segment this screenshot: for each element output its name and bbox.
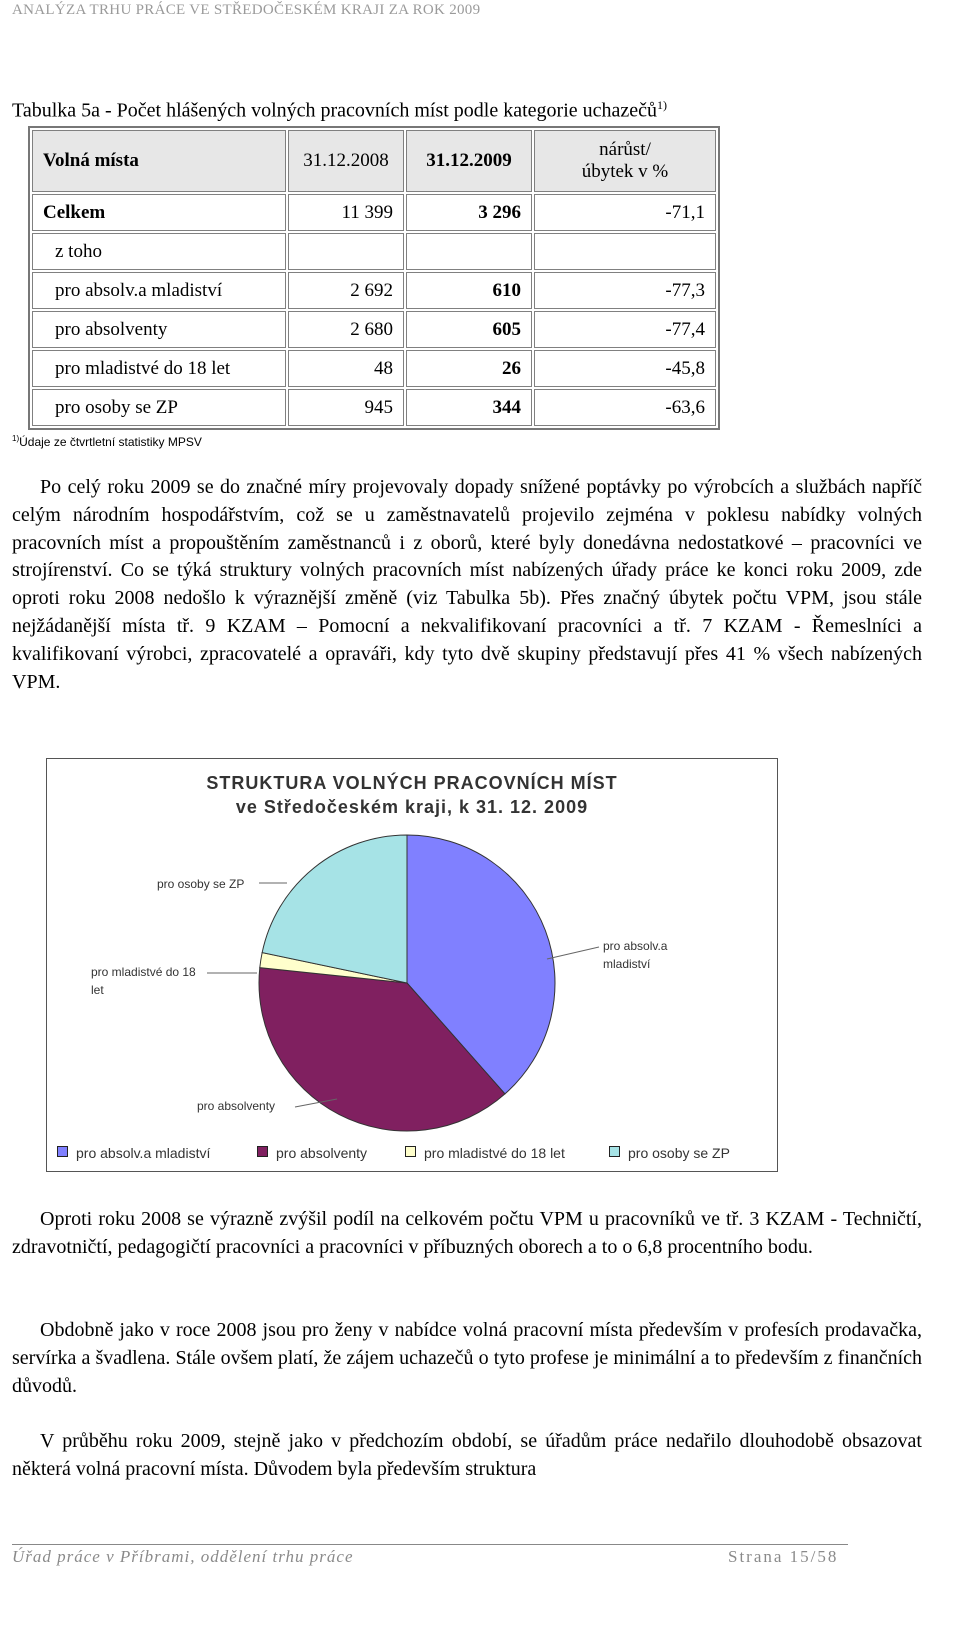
- row-value-change: [534, 233, 716, 270]
- pie-label-absolv-l2: mladiství: [603, 957, 651, 971]
- legend-item: [57, 1145, 210, 1161]
- row-value-2008: 2 680: [288, 311, 404, 348]
- row-value-change: -77,3: [534, 272, 716, 309]
- pie-leader-line-0: [547, 947, 599, 959]
- header-cell-change: [534, 130, 716, 192]
- pie-label-absolv: [603, 937, 667, 973]
- header-cell-label: Volná místa: [32, 130, 286, 192]
- row-label: pro osoby se ZP: [32, 389, 286, 426]
- footnote-sup: 1): [12, 434, 20, 443]
- row-value-2008: 11 399: [288, 194, 404, 231]
- pie-label-mladistve-l2: let: [91, 983, 104, 997]
- pie-label-mladistve-l1: pro mladistvé do 18: [91, 965, 196, 979]
- row-value-change: -77,4: [534, 311, 716, 348]
- row-value-2009: 344: [406, 389, 532, 426]
- row-value-2008: 48: [288, 350, 404, 387]
- table-row: [32, 233, 716, 270]
- legend-item: [609, 1145, 730, 1161]
- pie-label-absolv-l1: pro absolv.a: [603, 939, 668, 953]
- paragraph-3: Obdobně jako v roce 2008 jsou pro ženy v nabídce volná pracovní místa především v profesích prodavačka, servírka a švadlena. Stále ovšem platí, že zájem uchazečů o tyto profese je minimální a to především z finančních důvodů.: [12, 1319, 922, 1397]
- header-change-line2: úbytek v %: [581, 161, 669, 182]
- legend-label: pro osoby se ZP: [628, 1145, 730, 1161]
- pie-label-zp: pro osoby se ZP: [157, 877, 245, 891]
- footer-office: Úřad práce v Příbrami, oddělení trhu práce: [12, 1547, 354, 1566]
- legend-swatch: [609, 1146, 620, 1157]
- vacancy-table: [28, 126, 720, 430]
- row-value-2009: 3 296: [406, 194, 532, 231]
- pie-label-absolventy: pro absolventy: [197, 1099, 276, 1113]
- row-value-2009: 605: [406, 311, 532, 348]
- chart-title-line1: STRUKTURA VOLNÝCH PRACOVNÍCH MÍST: [206, 773, 618, 793]
- legend-label: pro mladistvé do 18 let: [424, 1145, 565, 1161]
- chart-title-line2: ve Středočeském kraji, k 31. 12. 2009: [235, 797, 589, 817]
- legend-swatch: [57, 1146, 68, 1157]
- row-value-2008: [288, 233, 404, 270]
- table-footnote: [12, 434, 202, 449]
- pie-label-mladistve: [91, 963, 196, 999]
- legend-label: pro absolventy: [276, 1145, 368, 1161]
- row-value-change: -63,6: [534, 389, 716, 426]
- table-row: [32, 311, 716, 348]
- legend-item: [257, 1145, 367, 1161]
- header-cell-2008: 31.12.2008: [288, 130, 404, 192]
- footer-page-number: Strana 15/58: [728, 1547, 839, 1566]
- row-label: z toho: [32, 233, 286, 270]
- legend-swatch: [405, 1146, 416, 1157]
- table-title-sup: 1): [657, 98, 668, 112]
- footnote-text: Údaje ze čtvrtletní statistiky MPSV: [19, 435, 202, 449]
- row-value-change: -45,8: [534, 350, 716, 387]
- row-label: pro absolventy: [32, 311, 286, 348]
- row-value-2008: 2 692: [288, 272, 404, 309]
- row-value-change: -71,1: [534, 194, 716, 231]
- legend-label: pro absolv.a mladiství: [76, 1145, 211, 1161]
- row-label: pro absolv.a mladiství: [32, 272, 286, 309]
- table-row: [32, 350, 716, 387]
- paragraph-4: V průběhu roku 2009, stejně jako v předchozím období, se úřadům práce nedařilo dlouhodobě obsazovat některá volná pracovní místa. Důvodem byla především struktura: [12, 1430, 922, 1480]
- legend-swatch: [257, 1146, 268, 1157]
- page-header: ANALÝZA TRHU PRÁCE VE STŘEDOČESKÉM KRAJI ZA ROK 2009: [12, 2, 481, 18]
- table-title: [12, 98, 667, 123]
- pie-chart: [46, 758, 778, 1172]
- paragraph-1: Po celý roku 2009 se do značné míry projevovaly dopady snížené poptávky po výrobcích a službách napříč celým národním hospodářstvím, což se u zaměstnavatelů projevilo zejména v poklesu nabídky volných pracovních míst a propouštěním zaměstnanců i z oborů, které byly donedávna nedostatkové – pracovníci ve strojírenství. Co se týká struktury volných pracovních míst nabízených úřady práce ke konci roku 2009, zde oproti roku 2008 nedošlo k výraznější změně (viz Tabulka 5b). Přes značný úbytek počtu VPM, jsou stále nejžádanější místa tř. 9 KZAM – Pomocní a nekvalifikovaní pracovníci a tř. 7 KZAM - Řemeslníci a kvalifikovaní výrobci, zpracovatelé a opraváři, kdy tyto dvě skupiny představují přes 41 % všech nabízených VPM.: [12, 476, 922, 693]
- legend-item: [405, 1145, 565, 1161]
- row-value-2009: 610: [406, 272, 532, 309]
- header-change-line1: nárůst/: [599, 139, 651, 160]
- row-value-2009: [406, 233, 532, 270]
- header-cell-2009: 31.12.2009: [406, 130, 532, 192]
- row-value-2009: 26: [406, 350, 532, 387]
- row-label: Celkem: [32, 194, 286, 231]
- paragraph-2: Oproti roku 2008 se výrazně zvýšil podíl na celkovém počtu VPM u pracovníků ve tř. 3 KZAM - Techničtí, zdravotničtí, pedagogičtí pracovníci a pracovníci v příbuzných oborech a to o 6,8 procentního bodu.: [12, 1208, 922, 1258]
- chart-legend: [47, 1141, 777, 1165]
- table-row: [32, 194, 716, 231]
- table-row: [32, 389, 716, 426]
- table-header-row: [32, 130, 716, 192]
- table-row: [32, 272, 716, 309]
- table-title-text: Tabulka 5a - Počet hlášených volných pracovních míst podle kategorie uchazečů: [12, 99, 658, 122]
- pie-svg: [47, 759, 777, 1139]
- row-value-2008: 945: [288, 389, 404, 426]
- footer-divider: [12, 1544, 848, 1545]
- row-label: pro mladistvé do 18 let: [32, 350, 286, 387]
